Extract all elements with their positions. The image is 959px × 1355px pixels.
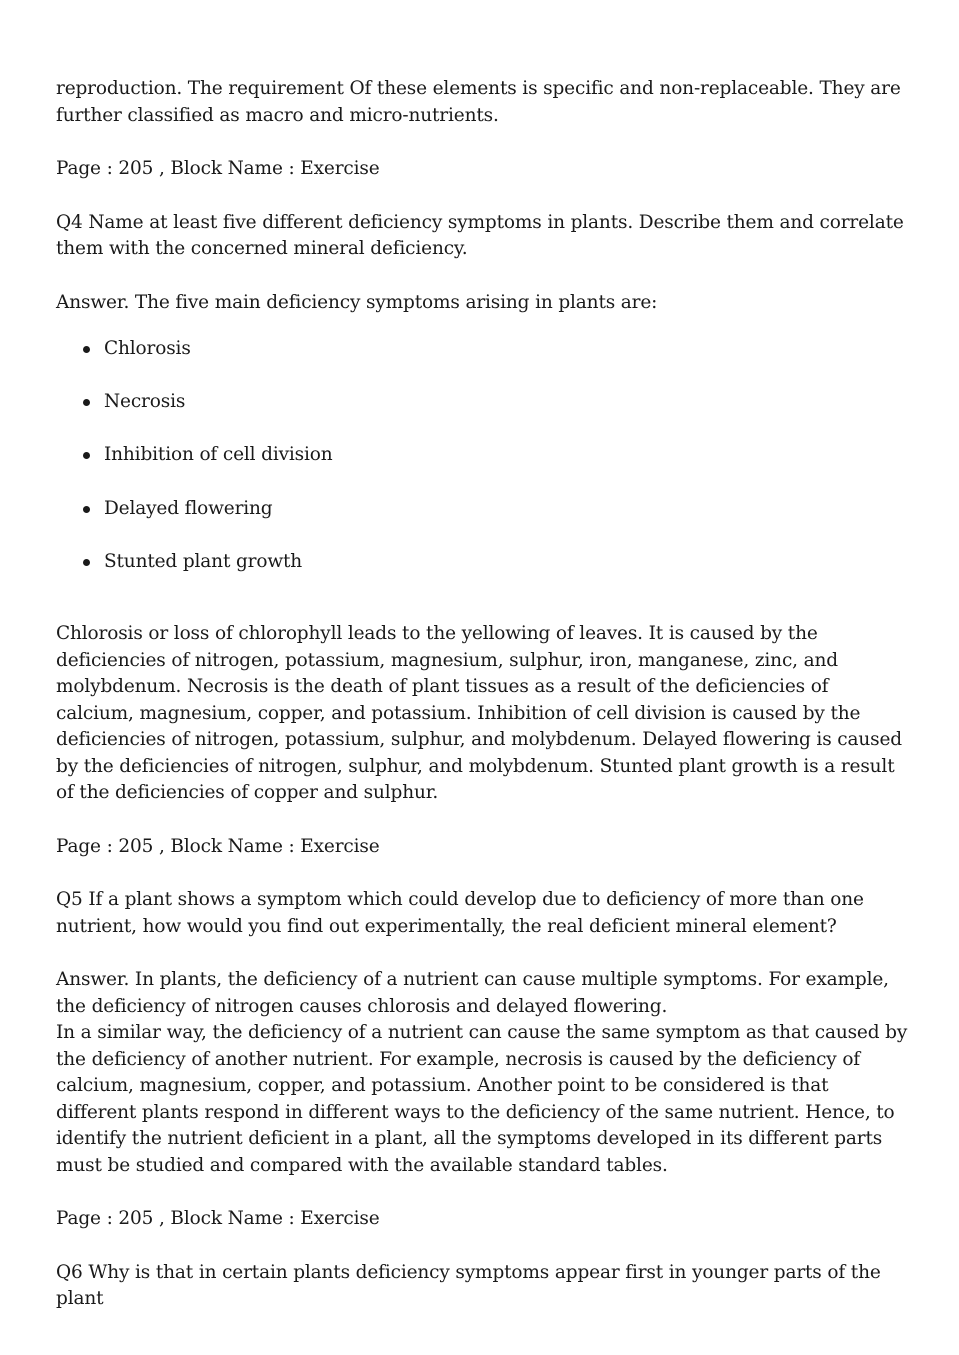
answer-intro: Answer. The five main deficiency symptoms arising in plants are:: [56, 291, 658, 313]
page-reference: Page : 205 , Block Name : Exercise: [56, 158, 380, 179]
answer-paragraph: Answer. In plants, the deficiency of a nutrient can cause multiple symptoms. For example, the deficiency of nitrogen causes chlorosis and delayed flowering.: [56, 969, 889, 1017]
page-reference: Page : 205 , Block Name : Exercise: [56, 835, 380, 857]
document-page: [56, 76, 908, 1313]
question-q6: Q6 Why is that in certain plants deficiency symptoms appear first in younger parts of the plant: [56, 1261, 881, 1310]
question-q4: Q4 Name at least five different deficiency symptoms in plants. Describe them and correlate them with the concerned mineral deficiency.: [56, 211, 904, 259]
answer-paragraph: In a similar way, the deficiency of a nutrient can cause the same symptom as that caused by the deficiency of another nutrient. For example, necrosis is caused by the deficiency of calcium, magnesium, copper, and potassium. Another point to be considered is that different plants respond in different ways to the deficiency of the same nutrient. Hence, to identify the nutrient deficient in a plant, all the symptoms developed in its different parts must be studied and compared with the available standard tables.: [56, 1022, 908, 1176]
list-item: Stunted plant growth: [56, 549, 908, 576]
explanation-paragraph: Chlorosis or loss of chlorophyll leads to the yellowing of leaves. It is caused by the deficiencies of nitrogen, potassium, magnesium, sulphur, iron, manganese, zinc, and molybdenum. Necrosis is the death of plant tissues as a result of the deficiencies of calcium, magnesium, copper, and potassium. Inhibition of cell division is caused by the deficiencies of nitrogen, potassium, sulphur, and molybdenum. Delayed flowering is caused by the deficiencies of nitrogen, sulphur, and molybdenum. Stunted plant growth is a result of the deficiencies of copper and sulphur.: [56, 623, 902, 804]
list-item: Chlorosis: [56, 336, 908, 363]
list-item: Inhibition of cell division: [56, 442, 908, 469]
page-reference: Page : 205 , Block Name : Exercise: [56, 1208, 380, 1230]
list-item: Necrosis: [56, 389, 908, 416]
symptom-list: [56, 336, 908, 575]
list-item: Delayed flowering: [56, 496, 908, 523]
question-q5: Q5 If a plant shows a symptom which could develop due to deficiency of more than one nutrient, how would you find out experimentally, the real deficient mineral element?: [56, 889, 864, 937]
intro-paragraph: reproduction. The requirement Of these elements is specific and non-replaceable. They are further classified as macro and micro-nutrients.: [56, 78, 901, 126]
